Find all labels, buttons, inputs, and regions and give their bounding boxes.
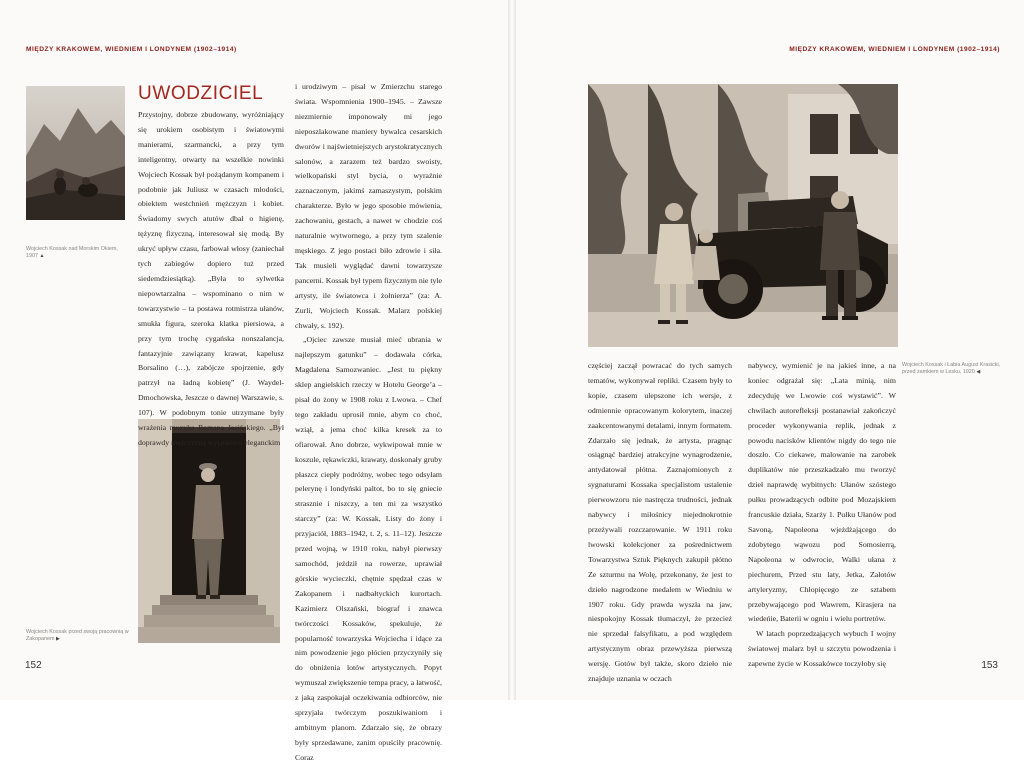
photo-pracownia-image xyxy=(138,419,280,643)
section-title: UWODZICIEL xyxy=(138,83,264,104)
paragraph: W latach poprzedzających wybuch I wojny światowej malarz był u szczytu powodzenia i zapewne życie w Kossakówce toczyłoby się xyxy=(748,629,896,669)
caption-pointer-icon: ▶ xyxy=(55,636,60,643)
photo-morskie-oko xyxy=(26,86,125,220)
running-head-right: MIĘDZY KRAKOWEM, WIEDNIEM I LONDYNEM (1902–1914) xyxy=(789,46,1000,53)
caption-morskie-oko-text: Wojciech Kossak nad Morskim Okiem, 1907 xyxy=(26,246,118,260)
page-number-left: 152 xyxy=(25,660,42,671)
text-column-b xyxy=(295,80,442,766)
paragraph: „Ojciec zawsze musiał mieć ubrania w najlepszym gatunku” – dodawała córka, Magdalena Samozwaniec. „Jest tu piękny sklep angielskich rzeczy w Hotelu George’a – pisał do żony w 1908 roku z Lwowa. – Chef tego zakładu uprosił mnie, abym co choć, wziął, a jema choć kilka kresek za to ofiarował. Ano dobrze, wykwipował mnie w koszule, rękawiczki, krawaty, doskonały gruby płaszcz ciepły podróżny, wobec tego odsyłam pelerynę i londyński paltot, bo to się gniecie strasznie i niszczy, a ten mi za wszystko starczy” (za: W. Kossak, Listy do żony i przyjaciół, 1883–1942, t. 2, s. 11–12). Jeszcze przed wojną, w 1910 roku, nabył pierwszy samochód, jeździł na rowerze, uprawiał górskie wycieczki, chętnie spędzał czas w Zakopanem i nadbałtyckich kurortach. Kazimierz Olszański, biograf i znawca twórczości Kossaków, spekuluje, że popularność towarzyska Wojciecha i idące za nim powodzenie jego płócien przyczyniły się do obniżenia lotów artystycznych. Popyt wymuszał zwiększenie tempa pracy, a łatwość, z jaką zaspokajał oczekiwania odbiorców, nie sprzyjała twórczym poszukiwaniom i ambitnym planom. Zdarzało się, że obrazy były sprzedawane, zanim opuściły pracownię. Coraz xyxy=(295,335,442,762)
paragraph: nabywcy, wymienić je na jakieś inne, a na koniec odgrażał się: „Lata minią, nim zdecyduję we Lwowie coś wystawić”. W chwilach autorefleksji postanawiał zakończyć proceder wykonywania replik, jednak z powodu nacisków klientów nigdy do tego nie doszło. Co ciekawe, malowanie na zarobek duplikatów nie przeszkadzało mu tworzyć dzieł naprawdę wybitnych: Ułanów szóstego pułku prowadzących odbite pod Mozajskiem francuskie działa, Szarży 1. Pułku Ułanów pod Savoną, Napoleona wjeżdżającego do zdobytego wąwozu pod Somosierrą, Napoleona w odwrocie, Walki ułana z piechurem, Przed stu laty, Jetka, Załotów artyleryzmy, Chłopięcego ze sztabem przebywającego pod Wawrem, Kirasjera na wiedeńie, Baterii w ogniu i wielu portretów. xyxy=(748,361,896,624)
caption-pracownia-text: Wojciech Kossak przed swoją pracownią w Zakopanem xyxy=(26,629,129,643)
text-column-c xyxy=(588,359,732,687)
caption-samochod-text: Wojciech Kossak i Łabia August Krasicki, przed zamkiem w Lesku, 1920 xyxy=(902,362,1001,376)
text-column-a xyxy=(138,108,284,451)
book-gutter xyxy=(508,0,516,700)
photo-pracownia xyxy=(138,419,280,643)
caption-pointer-icon: ▲ xyxy=(39,253,45,260)
photo-morskie-oko-image xyxy=(26,86,125,220)
paragraph: częściej zaczął powracać do tych samych tematów, wykonywał repliki. Czasem były to kopie, czasem ulepszone ich wersje, z odmiennie opracowanym kolorytem, inaczej zaakcentowanymi detalami, innym formatem. Zdarzało się jednak, że artysta, pragnąc osiągnąć bardziej atrakcyjne wynagrodzenie, antydatował płótna. Zaznajomionych z sygnaturami Kossaka specjalistom ustalenie pierwowzoru nie nastręcza trudności, jednak nabywcy i miłośnicy niejednokrotnie przeżywali rozczarowanie. W 1911 roku lwowski kolekcjoner za pośrednictwem Towarzystwa Sztuk Pięknych zakupił płótno Ze szturmu na Wolę, przekonany, że jest to dzieło nagrodzone medalem w Wiedniu w 1907 roku. Gdy prawda wyszła na jaw, niespokojny Kossak tłumaczył, że przecież nie sprzedał falsyfikatu, a pod względem artystycznym obraz przewyższa pierwszą wersję. Gotów był także, skoro dzieło nie znajduje uznania w oczach xyxy=(588,361,732,684)
photo-samochod-image xyxy=(588,84,898,347)
paragraph: Przystojny, dobrze zbudowany, wyróżniający się urokiem osobistym i światowymi manierami, szarmancki, a przy tym inteligentny, otwarty na wszelkie nowinki Wojciech Kossak był pożądanym kompanem i podobnie jak Juliusz w czasach młodości, obiektem westchnień mężczyzn i kobiet. Świadomy swych atutów dbał o higienę, tężyznę fizyczną, interesował się modą. By ukryć upływ czasu, farbował włosy (zaniechał tych zabiegów dopiero tuż przed siedemdziesiątką). „Była to sylwetka niepowtarzalna – wspominano o nim w towarzystwie – ta postawa rotmistrza ułanów, smukła figura, szeroka klatka piersiowa, a przy tym trochę cygańska nonszalancja, fantazyjnie zawiązany krawat, kapelusz Borsalino (…), zabójcze spojrzenie, gdy patrzył na ładną kobietę” (J. Waydel-Dmochowska, Jeszcze o dawnej Warszawie, s. 107). W podobnym tonie utrzymane były wrażenia muzyka Romana Jasińskiego. „Był doprawdy mężczyzną wyjątkowo eleganckim xyxy=(138,110,284,447)
caption-pracownia xyxy=(26,629,130,643)
caption-samochod xyxy=(902,362,1010,376)
left-page xyxy=(0,0,508,762)
page-number-right: 153 xyxy=(981,660,998,671)
caption-morskie-oko xyxy=(26,246,126,260)
running-head-left: MIĘDZY KRAKOWEM, WIEDNIEM I LONDYNEM (1902–1914) xyxy=(26,46,237,53)
paragraph: i urodziwym – pisał w Zmierzchu starego świata. Wspomnienia 1900–1945. – Zawsze niezmiernie imponowały mi jego nieposzlakowane maniery bywalca cesarskich dworów i najświetniejszych arystokratycznych salonów, a zarazem też bardzo swoisty, wielkopański styl bycia, o wyraźnie zaznaczonym, jakimś zamaszystym, polskim charakterze. Było w jego sposobie mówienia, zachowaniu, gestach, a nawet w chodzie coś naturalnie wytwornego, a przy tym szalenie męskiego. Z jego postaci biło zdrowie i siła. Tak musieli wyglądać dawni towarzysze pancerni. Kossak był typem fizycznym nie tyle artysty, ile światowca i żołnierza” (za: A. Zurli, Wojciech Kossak. Malarz polskiej chwały, s. 192). xyxy=(295,82,443,330)
caption-pointer-icon: ◀ xyxy=(976,369,981,376)
text-column-d xyxy=(748,359,896,672)
photo-samochod xyxy=(588,84,898,347)
